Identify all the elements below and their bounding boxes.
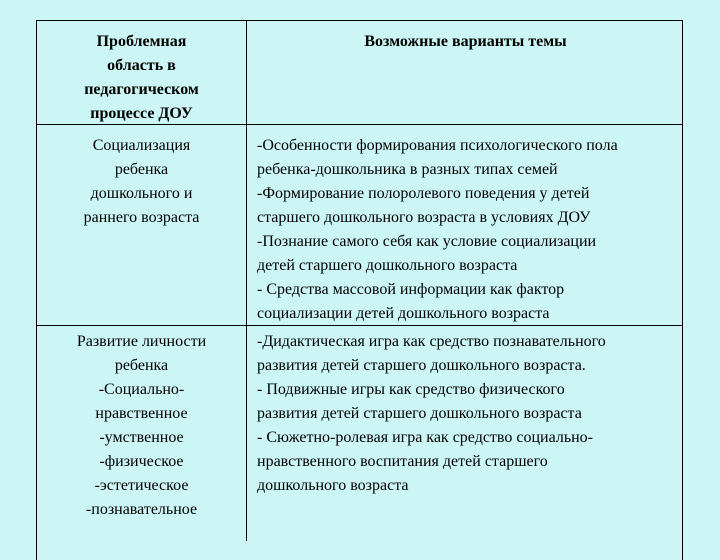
header-line: область в [107,57,176,74]
topic-line: - Сюжетно-ролевая игра как средство социально- [257,429,594,446]
topic-line: детей старшего дошкольного возраста [257,257,518,274]
row-2-topics [247,330,684,498]
row-1-area [37,134,246,230]
area-line: -умственное [99,429,184,446]
row-2-area [37,330,246,522]
header-line: педагогическом [84,81,199,98]
header-problem-area [37,30,246,126]
topic-line: -Формирование полоролевого поведения у детей [257,185,590,202]
topic-line: дошкольного возраста [257,477,409,494]
area-line: -эстетическое [94,477,189,494]
topic-line: развития детей старшего дошкольного возраста. [257,357,586,374]
area-line: Социализация [92,137,191,154]
area-line: раннего возраста [83,209,200,226]
header-line: Проблемная [96,33,187,50]
topic-line: -Особенности формирования психологического пола [257,137,618,154]
area-line: -физическое [99,453,184,470]
area-line: дошкольного и [90,185,193,202]
topics-table [36,20,683,560]
topic-line: -Познание самого себя как условие социализации [257,233,597,250]
area-line: -познавательное [85,501,198,518]
topic-line: - Средства массовой информации как фактор [257,281,565,298]
row-1-topics [247,134,684,326]
area-line: -Социально- [98,381,185,398]
header-topics-label: Возможные варианты темы [364,33,567,50]
topic-line: ребенка-дошкольника в разных типах семей [257,161,558,178]
topic-line: нравственного воспитания детей старшего [257,453,548,470]
area-line: ребенка [114,357,169,374]
topic-line: старшего дошкольного возраста в условиях ДОУ [257,209,591,226]
topic-line: -Дидактическая игра как средство познавательного [257,333,606,350]
header-line: процессе ДОУ [90,105,193,122]
topic-line: - Подвижные игры как средство физического [257,381,565,398]
area-line: Развитие личности [76,333,207,350]
area-line: ребенка [114,161,169,178]
topic-line: социализации детей дошкольного возраста [257,305,550,322]
topic-line: развития детей старшего дошкольного возраста [257,405,582,422]
area-line: нравственное [95,405,188,422]
header-topics [247,30,684,54]
